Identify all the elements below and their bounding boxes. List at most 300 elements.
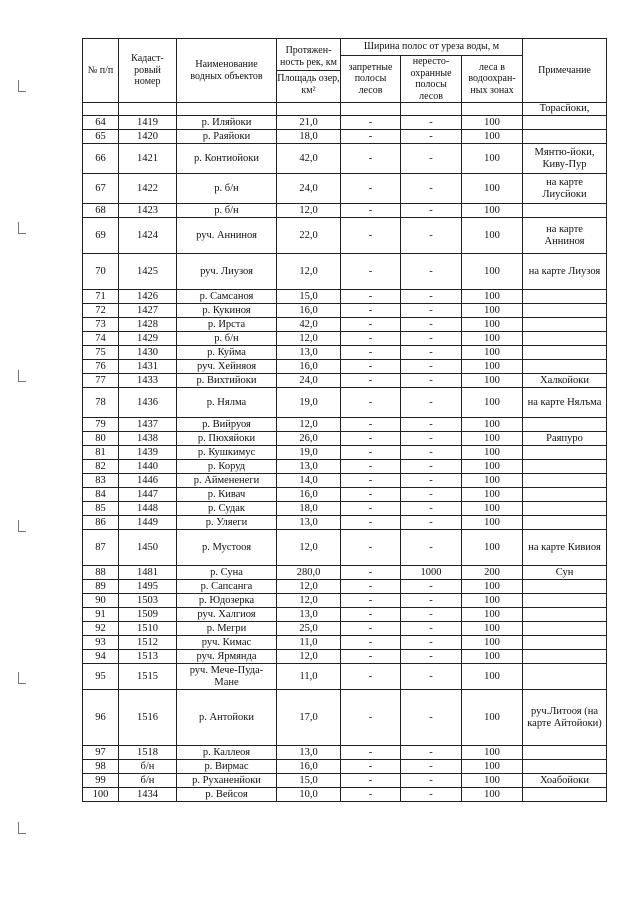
table-row bbox=[83, 746, 607, 760]
table-row bbox=[83, 488, 607, 502]
row-length: 10,0 bbox=[277, 788, 341, 802]
row-num: 69 bbox=[83, 218, 119, 254]
row-cadastral: 1481 bbox=[119, 566, 177, 580]
row-note bbox=[523, 608, 607, 622]
row-water-zone: 100 bbox=[462, 580, 523, 594]
row-name: р. Руханенйоки bbox=[177, 774, 277, 788]
row-spawning: - bbox=[401, 502, 462, 516]
row-cadastral: 1425 bbox=[119, 254, 177, 290]
row-length: 11,0 bbox=[277, 636, 341, 650]
row-forbidden: - bbox=[341, 760, 401, 774]
spacer-row bbox=[83, 103, 607, 116]
row-num: 76 bbox=[83, 360, 119, 374]
row-num: 72 bbox=[83, 304, 119, 318]
row-water-zone: 100 bbox=[462, 594, 523, 608]
row-name: р. Вирмас bbox=[177, 760, 277, 774]
row-spawning: - bbox=[401, 516, 462, 530]
row-water-zone: 100 bbox=[462, 174, 523, 204]
row-water-zone: 100 bbox=[462, 332, 523, 346]
row-name: р. Сапсанга bbox=[177, 580, 277, 594]
row-water-zone: 200 bbox=[462, 566, 523, 580]
row-length: 19,0 bbox=[277, 388, 341, 418]
row-note: на карте Лиузоя bbox=[523, 254, 607, 290]
row-note bbox=[523, 474, 607, 488]
row-name: р. Вихтийоки bbox=[177, 374, 277, 388]
row-cadastral: 1436 bbox=[119, 388, 177, 418]
row-spawning: - bbox=[401, 388, 462, 418]
header-length-top: Протяжен-ность рек, км bbox=[280, 45, 337, 68]
row-num: 66 bbox=[83, 144, 119, 174]
row-cadastral: 1510 bbox=[119, 622, 177, 636]
table-row bbox=[83, 388, 607, 418]
row-name: р. Ирста bbox=[177, 318, 277, 332]
row-length: 15,0 bbox=[277, 774, 341, 788]
row-forbidden: - bbox=[341, 530, 401, 566]
row-note bbox=[523, 650, 607, 664]
row-water-zone: 100 bbox=[462, 622, 523, 636]
row-length: 13,0 bbox=[277, 608, 341, 622]
row-length: 11,0 bbox=[277, 664, 341, 690]
row-length: 22,0 bbox=[277, 218, 341, 254]
row-forbidden: - bbox=[341, 388, 401, 418]
row-num: 86 bbox=[83, 516, 119, 530]
row-num: 82 bbox=[83, 460, 119, 474]
row-length: 13,0 bbox=[277, 460, 341, 474]
row-forbidden: - bbox=[341, 418, 401, 432]
row-cadastral: 1434 bbox=[119, 788, 177, 802]
row-forbidden: - bbox=[341, 290, 401, 304]
row-spawning: - bbox=[401, 622, 462, 636]
row-num: 71 bbox=[83, 290, 119, 304]
table-row bbox=[83, 432, 607, 446]
row-length: 19,0 bbox=[277, 446, 341, 460]
row-num: 75 bbox=[83, 346, 119, 360]
row-note: на карте Кивиоя bbox=[523, 530, 607, 566]
row-cadastral: 1495 bbox=[119, 580, 177, 594]
row-water-zone: 100 bbox=[462, 690, 523, 746]
row-water-zone: 100 bbox=[462, 760, 523, 774]
row-spawning: - bbox=[401, 650, 462, 664]
row-note bbox=[523, 460, 607, 474]
row-cadastral: 1516 bbox=[119, 690, 177, 746]
row-water-zone: 100 bbox=[462, 204, 523, 218]
row-note bbox=[523, 304, 607, 318]
row-forbidden: - bbox=[341, 360, 401, 374]
row-forbidden: - bbox=[341, 446, 401, 460]
row-note: Сун bbox=[523, 566, 607, 580]
row-name: р. Антойоки bbox=[177, 690, 277, 746]
row-num: 89 bbox=[83, 580, 119, 594]
row-note bbox=[523, 346, 607, 360]
table-row bbox=[83, 760, 607, 774]
row-spawning: - bbox=[401, 360, 462, 374]
row-spawning: - bbox=[401, 580, 462, 594]
row-water-zone: 100 bbox=[462, 290, 523, 304]
row-water-zone: 100 bbox=[462, 516, 523, 530]
row-length: 16,0 bbox=[277, 304, 341, 318]
row-forbidden: - bbox=[341, 374, 401, 388]
row-num: 88 bbox=[83, 566, 119, 580]
row-num: 98 bbox=[83, 760, 119, 774]
binding-mark bbox=[18, 222, 26, 234]
row-name: р. Раяйоки bbox=[177, 130, 277, 144]
row-spawning: - bbox=[401, 746, 462, 760]
row-water-zone: 100 bbox=[462, 432, 523, 446]
table-row bbox=[83, 144, 607, 174]
header-forbidden: запретные полосы лесов bbox=[341, 56, 401, 103]
row-note bbox=[523, 760, 607, 774]
header-length-bottom: Площадь озер, км² bbox=[277, 70, 340, 96]
row-water-zone: 100 bbox=[462, 608, 523, 622]
row-name: р. Каллеоя bbox=[177, 746, 277, 760]
header-num: № п/п bbox=[83, 39, 119, 103]
row-forbidden: - bbox=[341, 218, 401, 254]
row-water-zone: 100 bbox=[462, 360, 523, 374]
row-forbidden: - bbox=[341, 664, 401, 690]
row-num: 93 bbox=[83, 636, 119, 650]
row-cadastral: 1421 bbox=[119, 144, 177, 174]
row-length: 12,0 bbox=[277, 204, 341, 218]
row-cadastral: 1439 bbox=[119, 446, 177, 460]
row-name: руч. Мече-Пуда-Мане bbox=[177, 664, 277, 690]
row-forbidden: - bbox=[341, 690, 401, 746]
binding-mark bbox=[18, 822, 26, 834]
row-length: 21,0 bbox=[277, 116, 341, 130]
row-spawning: - bbox=[401, 760, 462, 774]
row-note bbox=[523, 332, 607, 346]
row-spawning: - bbox=[401, 474, 462, 488]
row-forbidden: - bbox=[341, 580, 401, 594]
table-body bbox=[83, 103, 607, 802]
table-header bbox=[83, 39, 607, 103]
row-water-zone: 100 bbox=[462, 144, 523, 174]
row-length: 13,0 bbox=[277, 516, 341, 530]
row-num: 99 bbox=[83, 774, 119, 788]
row-note bbox=[523, 788, 607, 802]
row-num: 85 bbox=[83, 502, 119, 516]
row-spawning: - bbox=[401, 116, 462, 130]
table-row bbox=[83, 474, 607, 488]
row-num: 73 bbox=[83, 318, 119, 332]
row-length: 280,0 bbox=[277, 566, 341, 580]
row-water-zone: 100 bbox=[462, 374, 523, 388]
table-row bbox=[83, 174, 607, 204]
row-note: Халкойоки bbox=[523, 374, 607, 388]
binding-mark bbox=[18, 672, 26, 684]
table-row bbox=[83, 116, 607, 130]
row-spawning: - bbox=[401, 446, 462, 460]
row-cadastral: 1503 bbox=[119, 594, 177, 608]
row-spawning: - bbox=[401, 530, 462, 566]
row-name: р. Вийруоя bbox=[177, 418, 277, 432]
table-row bbox=[83, 788, 607, 802]
table-row bbox=[83, 774, 607, 788]
table-row bbox=[83, 332, 607, 346]
row-num: 87 bbox=[83, 530, 119, 566]
table-row bbox=[83, 502, 607, 516]
row-water-zone: 100 bbox=[462, 318, 523, 332]
row-cadastral: 1437 bbox=[119, 418, 177, 432]
row-spawning: - bbox=[401, 218, 462, 254]
table-row bbox=[83, 360, 607, 374]
row-num: 95 bbox=[83, 664, 119, 690]
row-length: 12,0 bbox=[277, 332, 341, 346]
row-length: 13,0 bbox=[277, 746, 341, 760]
row-num: 80 bbox=[83, 432, 119, 446]
row-note bbox=[523, 580, 607, 594]
row-note bbox=[523, 360, 607, 374]
row-name: р. Юдозерка bbox=[177, 594, 277, 608]
row-cadastral: 1426 bbox=[119, 290, 177, 304]
row-spawning: - bbox=[401, 608, 462, 622]
row-length: 12,0 bbox=[277, 650, 341, 664]
row-note: Хоабойоки bbox=[523, 774, 607, 788]
row-spawning: - bbox=[401, 594, 462, 608]
row-name: р. Куйма bbox=[177, 346, 277, 360]
row-cadastral: 1512 bbox=[119, 636, 177, 650]
row-forbidden: - bbox=[341, 566, 401, 580]
row-water-zone: 100 bbox=[462, 650, 523, 664]
row-cadastral: 1447 bbox=[119, 488, 177, 502]
row-name: р. Суна bbox=[177, 566, 277, 580]
table-row bbox=[83, 608, 607, 622]
row-forbidden: - bbox=[341, 608, 401, 622]
table-row bbox=[83, 290, 607, 304]
binding-mark bbox=[18, 80, 26, 92]
row-spawning: - bbox=[401, 788, 462, 802]
row-forbidden: - bbox=[341, 474, 401, 488]
row-forbidden: - bbox=[341, 432, 401, 446]
row-num: 91 bbox=[83, 608, 119, 622]
row-cadastral: 1428 bbox=[119, 318, 177, 332]
row-water-zone: 100 bbox=[462, 502, 523, 516]
row-cadastral: 1420 bbox=[119, 130, 177, 144]
row-num: 70 bbox=[83, 254, 119, 290]
row-name: р. Мегри bbox=[177, 622, 277, 636]
spacer-note: Торасйоки, bbox=[523, 103, 607, 116]
row-cadastral: 1430 bbox=[119, 346, 177, 360]
table-row bbox=[83, 516, 607, 530]
table-row bbox=[83, 304, 607, 318]
row-forbidden: - bbox=[341, 304, 401, 318]
row-note bbox=[523, 116, 607, 130]
row-cadastral: 1433 bbox=[119, 374, 177, 388]
row-spawning: - bbox=[401, 130, 462, 144]
row-cadastral: 1423 bbox=[119, 204, 177, 218]
water-objects-table bbox=[82, 38, 607, 802]
row-note bbox=[523, 746, 607, 760]
row-num: 77 bbox=[83, 374, 119, 388]
row-name: р. Кушкимус bbox=[177, 446, 277, 460]
row-name: руч. Хейняоя bbox=[177, 360, 277, 374]
row-length: 12,0 bbox=[277, 580, 341, 594]
row-cadastral: 1438 bbox=[119, 432, 177, 446]
row-water-zone: 100 bbox=[462, 116, 523, 130]
header-cadastral: Кадаст-ровый номер bbox=[119, 39, 177, 103]
row-water-zone: 100 bbox=[462, 346, 523, 360]
row-cadastral: 1515 bbox=[119, 664, 177, 690]
row-water-zone: 100 bbox=[462, 746, 523, 760]
row-name: р. Уляеги bbox=[177, 516, 277, 530]
row-note bbox=[523, 204, 607, 218]
row-cadastral: 1450 bbox=[119, 530, 177, 566]
row-spawning: - bbox=[401, 664, 462, 690]
row-cadastral: 1440 bbox=[119, 460, 177, 474]
row-name: руч. Лиузоя bbox=[177, 254, 277, 290]
row-length: 18,0 bbox=[277, 502, 341, 516]
table-row bbox=[83, 460, 607, 474]
row-num: 65 bbox=[83, 130, 119, 144]
row-spawning: - bbox=[401, 774, 462, 788]
row-forbidden: - bbox=[341, 116, 401, 130]
row-forbidden: - bbox=[341, 318, 401, 332]
row-water-zone: 100 bbox=[462, 304, 523, 318]
table-row bbox=[83, 650, 607, 664]
row-note: Мянтю-йоки, Киву-Пур bbox=[523, 144, 607, 174]
row-name: р. Кукиноя bbox=[177, 304, 277, 318]
row-length: 13,0 bbox=[277, 346, 341, 360]
row-water-zone: 100 bbox=[462, 664, 523, 690]
row-name: руч. Анниноя bbox=[177, 218, 277, 254]
row-cadastral: 1424 bbox=[119, 218, 177, 254]
row-spawning: - bbox=[401, 318, 462, 332]
row-name: р. Иляйоки bbox=[177, 116, 277, 130]
row-num: 78 bbox=[83, 388, 119, 418]
table-row bbox=[83, 622, 607, 636]
row-length: 16,0 bbox=[277, 488, 341, 502]
row-num: 92 bbox=[83, 622, 119, 636]
row-spawning: - bbox=[401, 488, 462, 502]
row-name: р. Вейсоя bbox=[177, 788, 277, 802]
row-length: 24,0 bbox=[277, 174, 341, 204]
header-note: Примечание bbox=[523, 39, 607, 103]
row-spawning: - bbox=[401, 332, 462, 346]
row-name: р. Нялма bbox=[177, 388, 277, 418]
row-water-zone: 100 bbox=[462, 388, 523, 418]
row-water-zone: 100 bbox=[462, 218, 523, 254]
row-num: 84 bbox=[83, 488, 119, 502]
row-cadastral: 1518 bbox=[119, 746, 177, 760]
row-spawning: - bbox=[401, 636, 462, 650]
row-water-zone: 100 bbox=[462, 636, 523, 650]
row-note bbox=[523, 488, 607, 502]
row-length: 16,0 bbox=[277, 360, 341, 374]
row-spawning: - bbox=[401, 460, 462, 474]
row-spawning: - bbox=[401, 290, 462, 304]
row-forbidden: - bbox=[341, 254, 401, 290]
row-length: 17,0 bbox=[277, 690, 341, 746]
binding-mark bbox=[18, 370, 26, 382]
row-num: 97 bbox=[83, 746, 119, 760]
row-note bbox=[523, 636, 607, 650]
table-row bbox=[83, 418, 607, 432]
row-length: 14,0 bbox=[277, 474, 341, 488]
row-num: 64 bbox=[83, 116, 119, 130]
table-row bbox=[83, 664, 607, 690]
row-water-zone: 100 bbox=[462, 488, 523, 502]
row-length: 12,0 bbox=[277, 594, 341, 608]
row-water-zone: 100 bbox=[462, 254, 523, 290]
row-forbidden: - bbox=[341, 622, 401, 636]
table-row bbox=[83, 530, 607, 566]
row-name: р. Аймененеги bbox=[177, 474, 277, 488]
row-forbidden: - bbox=[341, 502, 401, 516]
row-length: 12,0 bbox=[277, 254, 341, 290]
row-length: 16,0 bbox=[277, 760, 341, 774]
row-note: руч.Литооя (на карте Айтойоки) bbox=[523, 690, 607, 746]
header-name: Наименование водных объектов bbox=[177, 39, 277, 103]
row-note bbox=[523, 502, 607, 516]
row-water-zone: 100 bbox=[462, 774, 523, 788]
header-width-group: Ширина полос от уреза воды, м bbox=[341, 39, 523, 56]
row-cadastral: 1431 bbox=[119, 360, 177, 374]
row-water-zone: 100 bbox=[462, 460, 523, 474]
table-row bbox=[83, 254, 607, 290]
row-forbidden: - bbox=[341, 346, 401, 360]
row-length: 12,0 bbox=[277, 418, 341, 432]
row-cadastral: 1513 bbox=[119, 650, 177, 664]
row-forbidden: - bbox=[341, 204, 401, 218]
row-length: 26,0 bbox=[277, 432, 341, 446]
row-water-zone: 100 bbox=[462, 418, 523, 432]
binding-mark bbox=[18, 520, 26, 532]
row-num: 81 bbox=[83, 446, 119, 460]
table-row bbox=[83, 318, 607, 332]
row-forbidden: - bbox=[341, 488, 401, 502]
header-spawning: нересто-охранные полосы лесов bbox=[401, 56, 462, 103]
row-num: 83 bbox=[83, 474, 119, 488]
table-row bbox=[83, 204, 607, 218]
row-note bbox=[523, 594, 607, 608]
table-row bbox=[83, 566, 607, 580]
row-num: 96 bbox=[83, 690, 119, 746]
header-water-zone: леса в водоохран-ных зонах bbox=[462, 56, 523, 103]
table-row bbox=[83, 636, 607, 650]
row-forbidden: - bbox=[341, 516, 401, 530]
row-name: р. Самсаноя bbox=[177, 290, 277, 304]
row-spawning: - bbox=[401, 346, 462, 360]
row-length: 12,0 bbox=[277, 530, 341, 566]
row-spawning: - bbox=[401, 204, 462, 218]
table-row bbox=[83, 130, 607, 144]
row-cadastral: 1427 bbox=[119, 304, 177, 318]
row-length: 25,0 bbox=[277, 622, 341, 636]
row-note: на карте Нялъма bbox=[523, 388, 607, 418]
row-cadastral: б/н bbox=[119, 774, 177, 788]
row-water-zone: 100 bbox=[462, 474, 523, 488]
row-forbidden: - bbox=[341, 144, 401, 174]
row-cadastral: 1509 bbox=[119, 608, 177, 622]
row-note: на карте Анниноя bbox=[523, 218, 607, 254]
row-note bbox=[523, 130, 607, 144]
row-forbidden: - bbox=[341, 788, 401, 802]
table-row bbox=[83, 594, 607, 608]
row-num: 74 bbox=[83, 332, 119, 346]
row-cadastral: 1422 bbox=[119, 174, 177, 204]
row-name: р. б/н bbox=[177, 332, 277, 346]
row-spawning: - bbox=[401, 418, 462, 432]
row-cadastral: 1446 bbox=[119, 474, 177, 488]
row-length: 24,0 bbox=[277, 374, 341, 388]
row-name: р. Судак bbox=[177, 502, 277, 516]
row-name: р. б/н bbox=[177, 204, 277, 218]
row-water-zone: 100 bbox=[462, 788, 523, 802]
row-note: Раяпуро bbox=[523, 432, 607, 446]
row-name: руч. Ярмянда bbox=[177, 650, 277, 664]
row-forbidden: - bbox=[341, 130, 401, 144]
row-note bbox=[523, 516, 607, 530]
row-water-zone: 100 bbox=[462, 446, 523, 460]
